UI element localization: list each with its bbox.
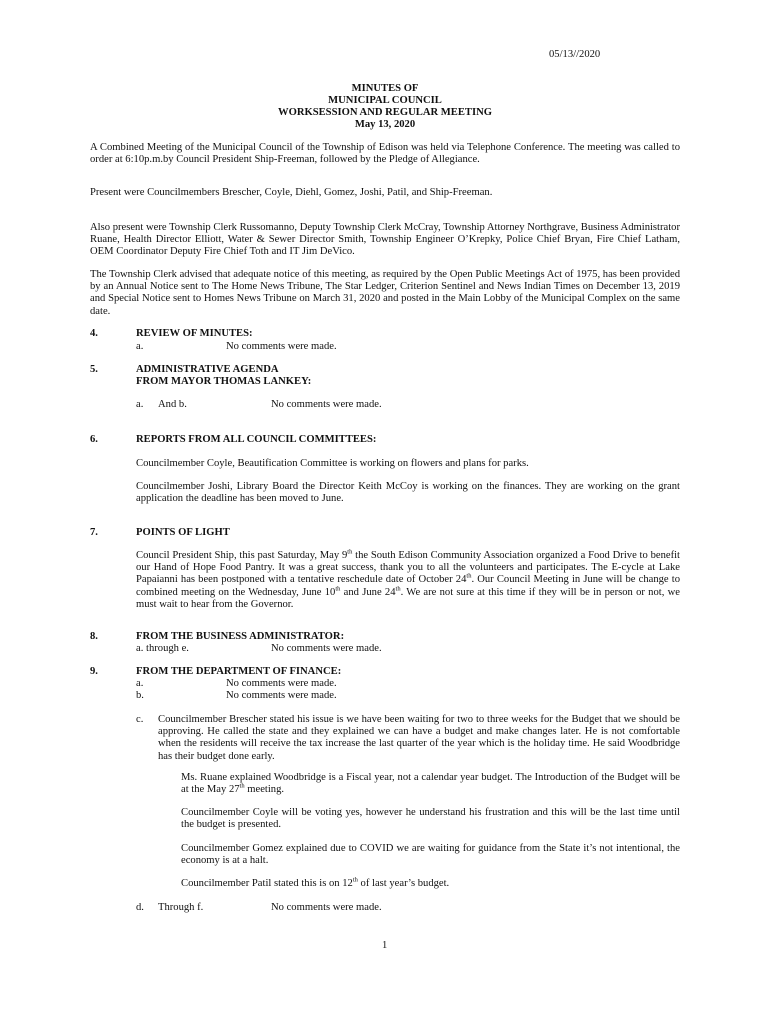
section-6-heading: REPORTS FROM ALL COUNCIL COMMITTEES:	[136, 434, 377, 445]
section-9-item-d-text: No comments were made.	[271, 902, 382, 913]
section-9-item-b-text: No comments were made.	[226, 690, 337, 701]
section-7-paragraph: Council President Ship, this past Saturday, May 9th the South Edison Community Association organized a Food Drive to benefit our Hand of Hope Food Pantry. It was a great success, thank you to all the volunteers and participates. The E-cycle at Lake Papaianni has been postponed with a tentative reschedule date of October 24th. Our Council Meeting in June will be change to combined meeting on the Wednesday, June 10th and June 24th. We are not sure at this time if they will be in person or not, we must wait to hear from the Governor.	[136, 548, 680, 610]
section-9-item-b-label: b.	[136, 690, 144, 701]
section-5-heading-1: ADMINISTRATIVE AGENDA	[136, 364, 279, 375]
section-9-heading: FROM THE DEPARTMENT OF FINANCE:	[136, 666, 342, 677]
section-9-gomez-paragraph: Councilmember Gomez explained due to COVID we are waiting for guidance from the State it’s not intentional, the economy is at a halt.	[181, 843, 680, 867]
section-7-heading: POINTS OF LIGHT	[136, 527, 230, 538]
section-5-number: 5.	[90, 364, 98, 375]
section-9-item-c-text: Councilmember Brescher stated his issue is we have been waiting for two to three weeks for the Budget that we should be approving. He called the state and they explained we can have a budget and make changes later. He is not comfortable when the residents will receive the tax increase the last quarter of the year which is the holiday time. He said Woodbridge has their budget done early.	[158, 714, 680, 762]
section-5-item-a-label: a.	[136, 399, 144, 410]
title-line-1: MINUTES OF	[351, 83, 419, 94]
section-8-number: 8.	[90, 631, 98, 642]
section-9-item-c-label: c.	[136, 714, 144, 725]
section-5-heading-2: FROM MAYOR THOMAS LANKEY:	[136, 376, 312, 387]
title-line-2: MUNICIPAL COUNCIL	[328, 95, 442, 106]
section-6-paragraph-joshi: Councilmember Joshi, Library Board the Director Keith McCoy is working on the finances. They are working on the grant application the deadline has been moved to June.	[136, 481, 680, 505]
section-9-patil-paragraph: Councilmember Patil stated this is on 12th of last year’s budget.	[181, 876, 450, 889]
section-9-item-d-range: Through f.	[158, 902, 204, 913]
section-6-paragraph-coyle: Councilmember Coyle, Beautification Committee is working on flowers and plans for parks.	[136, 458, 529, 469]
section-4-item-a-text: No comments were made.	[226, 341, 337, 352]
intro-paragraph-present: Present were Councilmembers Brescher, Coyle, Diehl, Gomez, Joshi, Patil, and Ship-Freeman.	[90, 187, 493, 198]
section-9-ruane-paragraph: Ms. Ruane explained Woodbridge is a Fiscal year, not a calendar year budget. The Introduction of the Budget will be at the May 27th meeting.	[181, 772, 680, 796]
section-4-heading: REVIEW OF MINUTES:	[136, 328, 253, 339]
intro-paragraph-also-present: Also present were Township Clerk Russomanno, Deputy Township Clerk McCray, Township Attorney Northgrave, Business Administrator Ruane, Health Director Elliott, Water & Sewer Director Smith, Township Engineer O’Krepky, Police Chief Bryan, Fire Chief Latham, OEM Coordinator Deputy Fire Chief Toth and IT Jim DeVico.	[90, 222, 680, 258]
section-8-item-label: a. through e.	[136, 643, 189, 654]
section-8-heading: FROM THE BUSINESS ADMINISTRATOR:	[136, 631, 345, 642]
date-stamp: 05/13//2020	[549, 49, 601, 60]
section-6-number: 6.	[90, 434, 98, 445]
section-5-item-range: And b.	[158, 399, 187, 410]
page-number: 1	[382, 940, 388, 951]
title-date: May 13, 2020	[354, 119, 416, 130]
title-line-3: WORKSESSION AND REGULAR MEETING	[278, 107, 492, 118]
section-9-number: 9.	[90, 666, 98, 677]
section-4-item-a-label: a.	[136, 341, 144, 352]
section-9-item-d-label: d.	[136, 902, 144, 913]
section-5-item-text: No comments were made.	[271, 399, 382, 410]
section-9-item-a-label: a.	[136, 678, 144, 689]
intro-paragraph-call-to-order: A Combined Meeting of the Municipal Council of the Township of Edison was held via Telephone Conference. The meeting was called to order at 6:10p.m.by Council President Ship-Freeman, followed by the Pledge of Allegiance.	[90, 142, 680, 166]
section-9-item-a-text: No comments were made.	[226, 678, 337, 689]
section-4-number: 4.	[90, 328, 98, 339]
section-8-item-text: No comments were made.	[271, 643, 382, 654]
section-7-number: 7.	[90, 527, 98, 538]
intro-paragraph-notice: The Township Clerk advised that adequate notice of this meeting, as required by the Open Public Meetings Act of 1975, has been provided by an Annual Notice sent to The Home News Tribune, The Star Ledger, Criterion Sentinel and News Indian Times on December 13, 2019 and Special Notice sent to Homes News Tribune on March 31, 2020 and posted in the Main Lobby of the Municipal Complex on the same date.	[90, 269, 680, 317]
section-9-coyle-paragraph: Councilmember Coyle will be voting yes, however he understand his frustration and this will be the last time until the budget is presented.	[181, 807, 680, 831]
